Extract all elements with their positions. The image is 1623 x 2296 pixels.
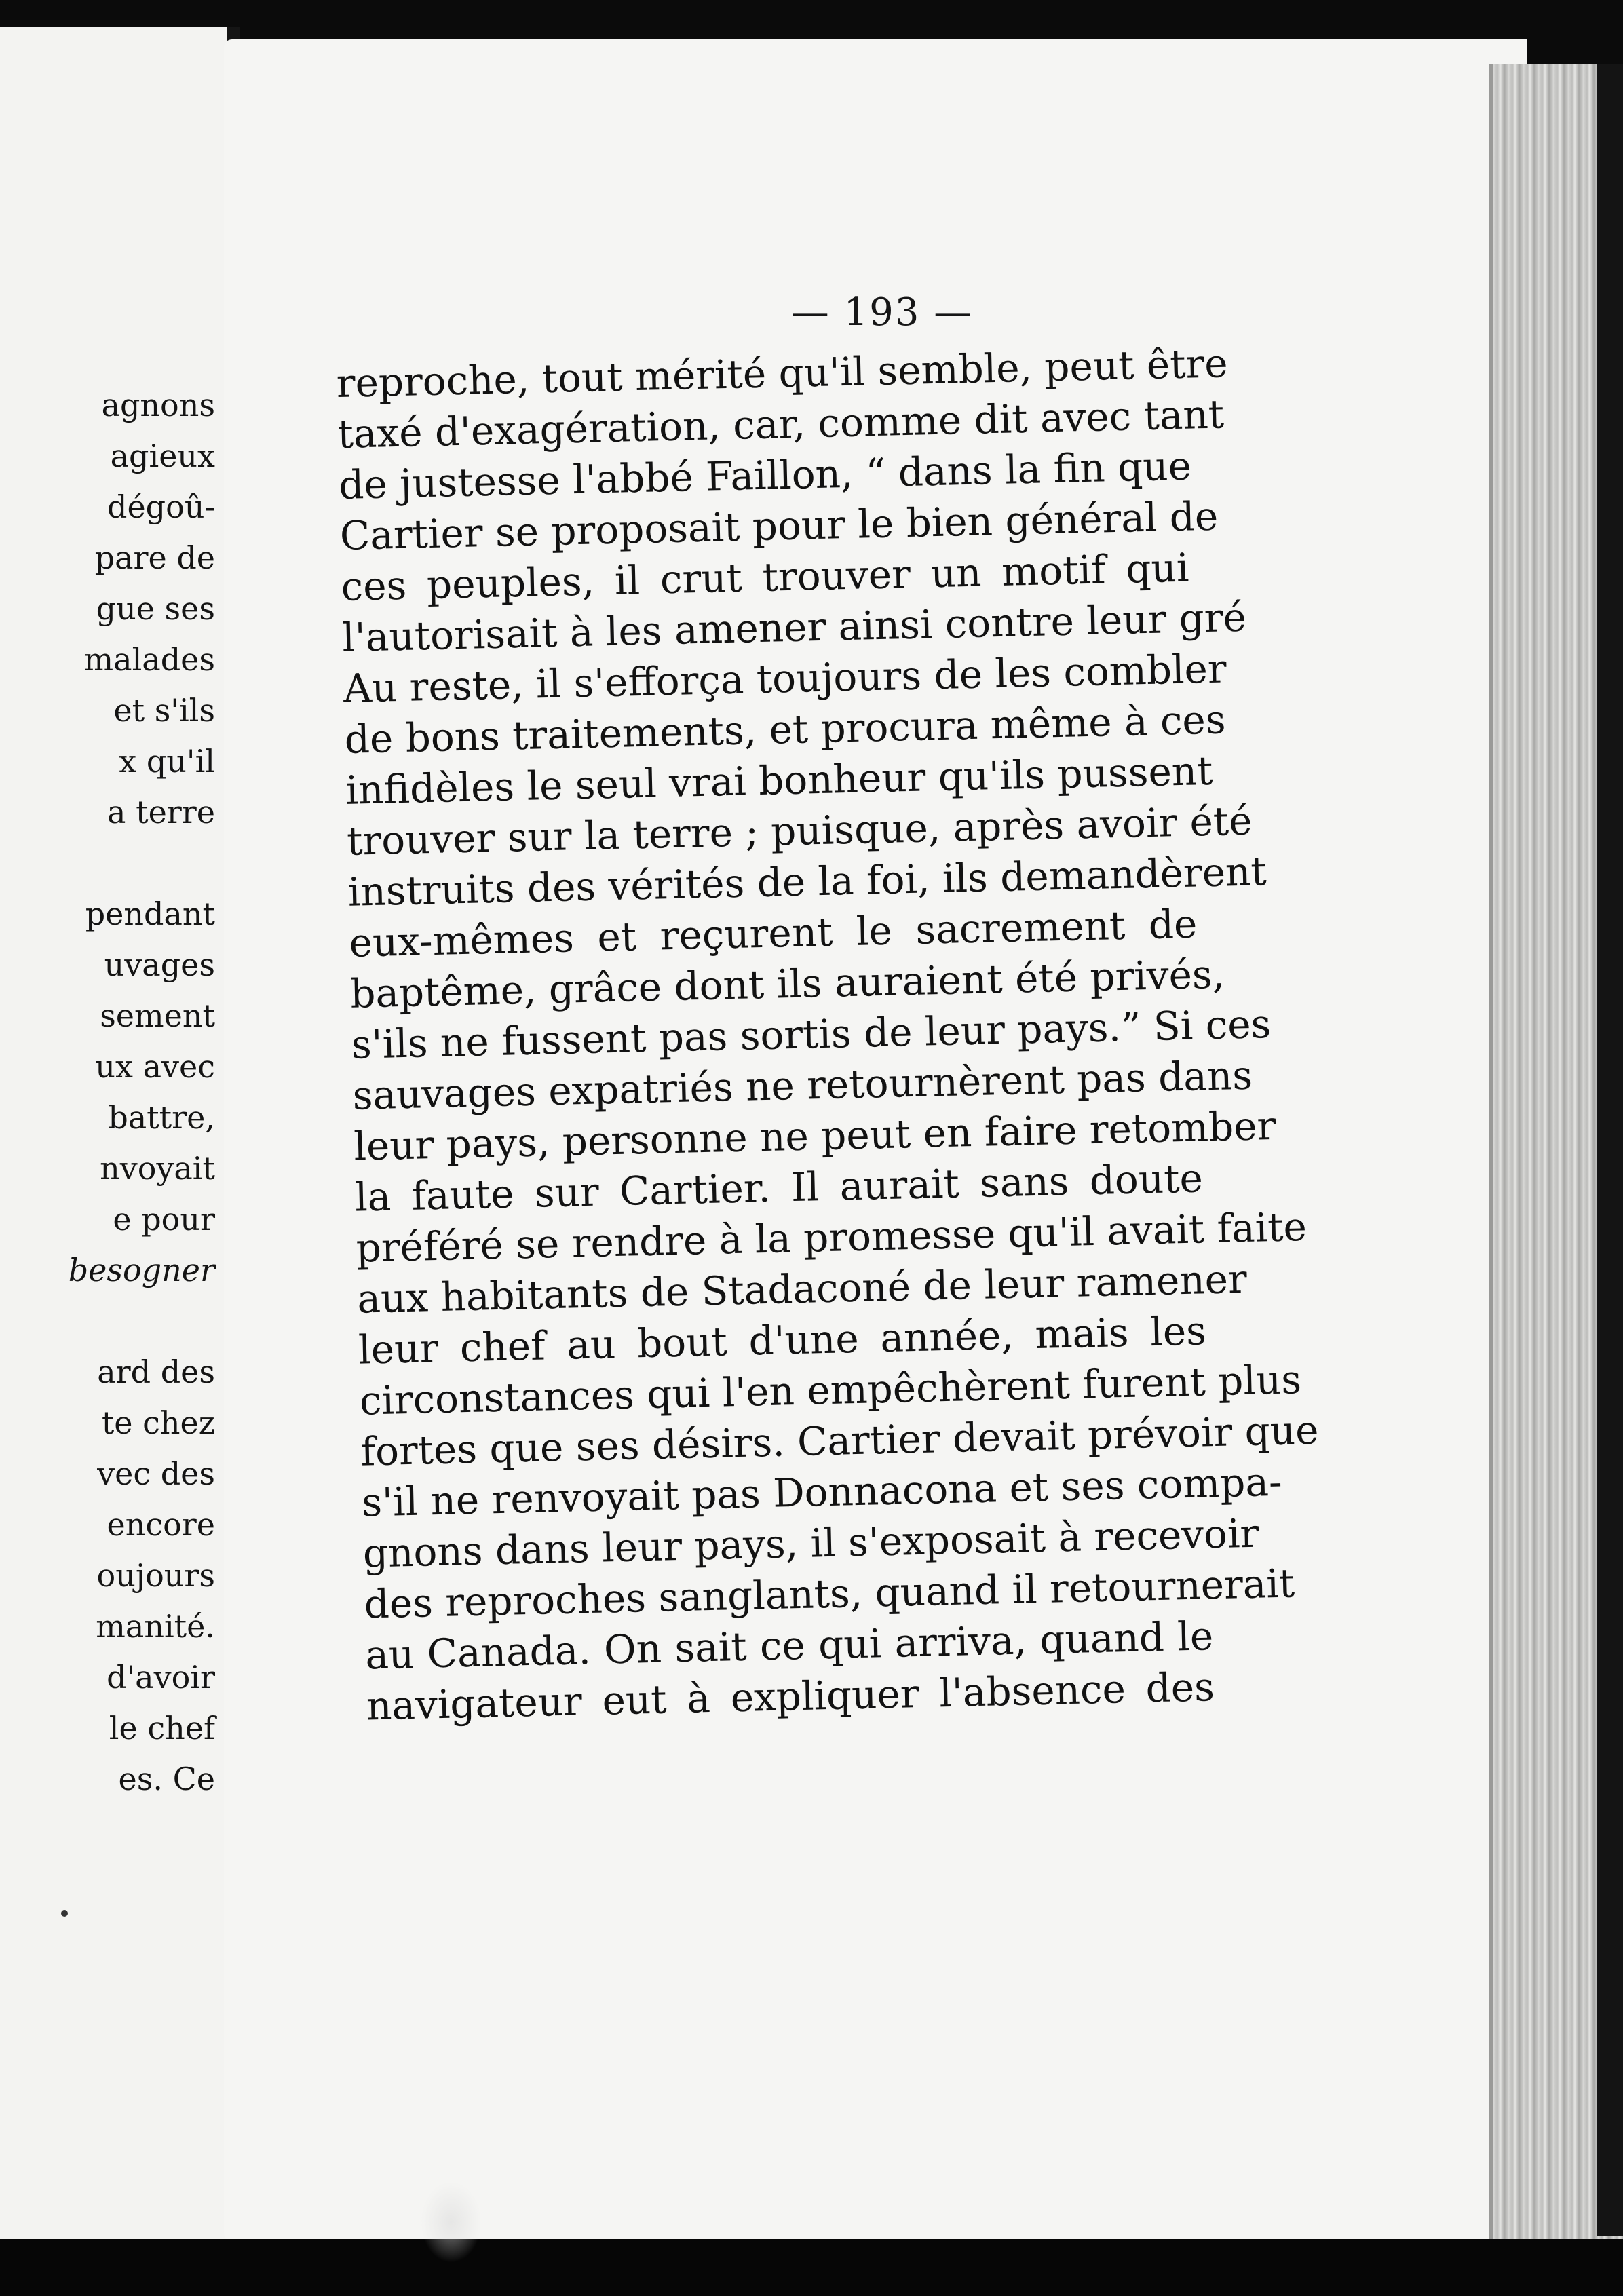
left-line: agieux — [110, 438, 215, 474]
text-line: s'ils ne fussent pas sortis de leur pays.” Si ces — [351, 1000, 1272, 1068]
text-line: au Canada. On sait ce qui arriva, quand le — [364, 1613, 1214, 1679]
page-number: — 193 — — [790, 290, 974, 334]
text-line: aux habitants de Stadaconé de leur ramener — [356, 1255, 1248, 1322]
left-line: agnons — [101, 387, 215, 423]
text-line: sauvages expatriés ne retournèrent pas dans — [351, 1052, 1253, 1119]
text-line: la faute sur Cartier. Il aurait sans doute — [354, 1155, 1204, 1221]
text-line: taxé d'exagération, car, comme dit avec tant — [337, 391, 1225, 457]
left-line: gue ses — [96, 590, 215, 627]
left-line: encore — [107, 1506, 215, 1543]
text-line: circonstances qui l'en empêchèrent furent plus — [359, 1356, 1302, 1424]
text-line: s'il ne renvoyait pas Donnacona et ses compa- — [361, 1458, 1283, 1526]
left-line: a terre — [107, 794, 215, 830]
left-line — [69, 1296, 215, 1347]
text-line: baptême, grâce dont ils auraient été privés, — [349, 951, 1225, 1017]
left-line: nvoyait — [100, 1150, 215, 1187]
left-line: sement — [100, 997, 215, 1034]
text-line: trouver sur la terre ; puisque, après avoir été — [346, 797, 1253, 864]
text-line: des reproches sanglants, quand il retournerait — [363, 1560, 1295, 1628]
body-text — [336, 339, 1320, 1732]
left-page — [0, 27, 240, 2239]
text-line: Au reste, il s'efforça toujours de les combler — [343, 645, 1227, 712]
left-line: te chez — [101, 1404, 215, 1441]
right-page — [224, 39, 1527, 2241]
book-edge-shadow — [1597, 64, 1623, 2236]
left-line: e pour — [113, 1201, 215, 1238]
left-line: besogner — [68, 1252, 215, 1288]
left-page-text — [69, 380, 215, 1805]
left-line: ux avec — [95, 1048, 215, 1085]
text-line: l'autorisait à les amener ainsi contre leur gré — [341, 594, 1247, 661]
left-line: et s'ils — [113, 692, 215, 729]
text-line: reproche, tout mérité qu'il semble, peut être — [336, 340, 1229, 406]
left-line: uvages — [104, 946, 215, 983]
text-line: leur chef au bout d'une année, mais les — [358, 1307, 1207, 1373]
text-line: ces peuples, il crut trouver un motif qui — [340, 544, 1190, 610]
text-line: instruits des vérités de la foi, ils demandèrent — [347, 848, 1267, 915]
ink-dot — [61, 1910, 68, 1917]
left-line: es. Ce — [118, 1761, 215, 1797]
left-line: le chef — [109, 1710, 215, 1746]
text-line: leur pays, personne ne peut en faire retomber — [353, 1102, 1276, 1170]
text-line: infidèles le seul vrai bonheur qu'ils pussent — [345, 747, 1214, 814]
left-line: x qu'il — [119, 743, 215, 780]
text-line: gnons dans leur pays, il s'exposait à recevoir — [362, 1510, 1259, 1577]
left-line: pendant — [85, 896, 215, 932]
left-line: ard des — [97, 1354, 215, 1390]
scan-smudge — [421, 2181, 482, 2263]
left-line: oujours — [96, 1557, 215, 1594]
text-line: eux-mêmes et reçurent le sacrement de — [348, 900, 1198, 966]
text-line: de bons traitements, et procura même à ces — [343, 696, 1227, 763]
text-line: préféré se rendre à la promesse qu'il avait faite — [355, 1203, 1307, 1271]
scan-bottom-band — [0, 2239, 1623, 2296]
left-line: pare de — [94, 539, 215, 576]
left-line: dégoû- — [107, 489, 215, 525]
left-line: manité. — [96, 1608, 215, 1645]
left-line: vec des — [97, 1455, 215, 1492]
left-line — [69, 838, 215, 889]
left-line: d'avoir — [107, 1659, 215, 1696]
text-line: de justesse l'abbé Faillon, “ dans la fin que — [338, 442, 1192, 508]
text-line: navigateur eut à expliquer l'absence des — [366, 1664, 1215, 1729]
left-line: malades — [83, 641, 215, 678]
text-line: Cartier se proposait pour le bien général de — [339, 493, 1219, 559]
text-line: fortes que ses désirs. Cartier devait prévoir que — [360, 1407, 1320, 1475]
left-line: battre, — [108, 1099, 215, 1136]
